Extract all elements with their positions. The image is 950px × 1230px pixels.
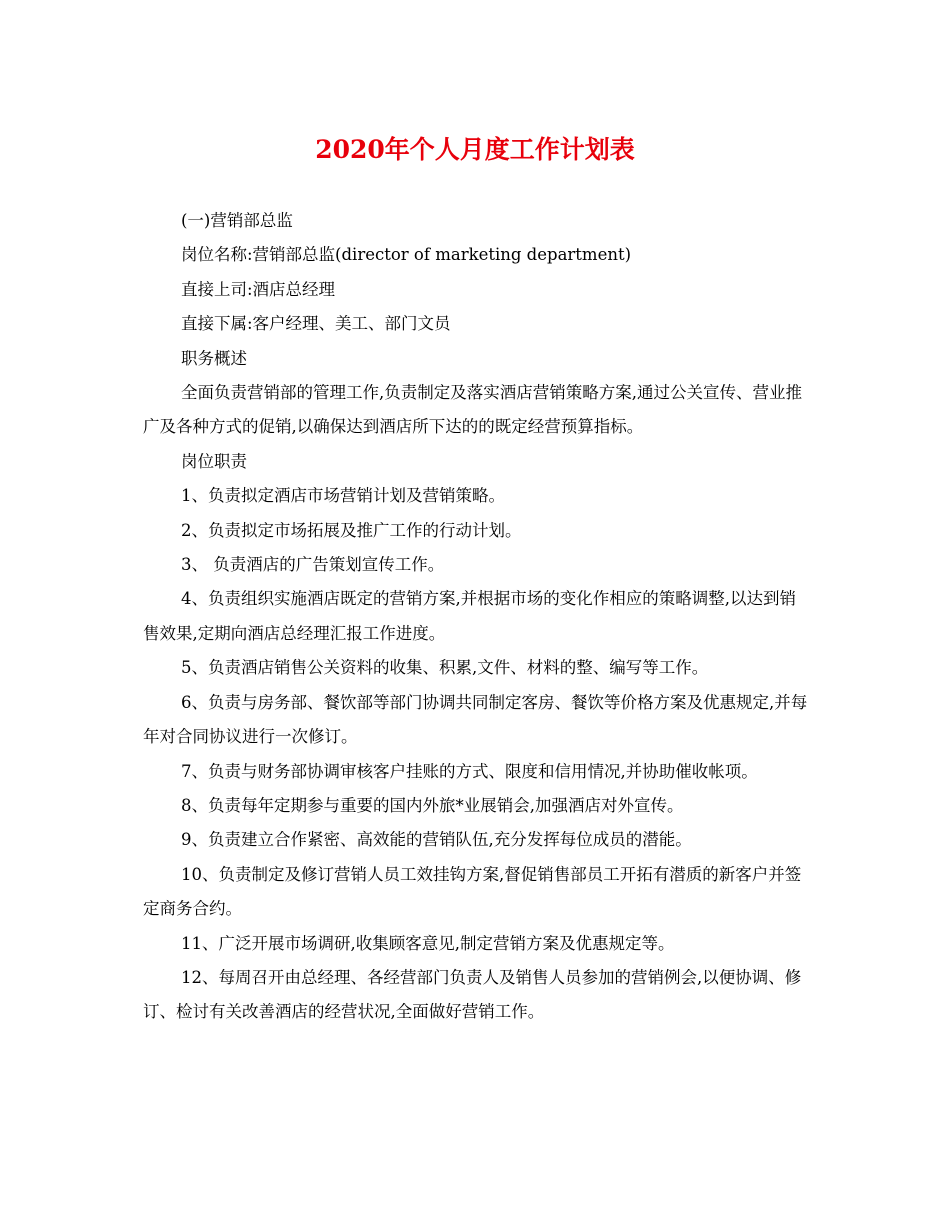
document-body: [143, 204, 808, 1030]
paragraph-duty-10: 10、负责制定及修订营销人员工效挂钩方案,督促销售部员工开拓有潜质的新客户并签定商务合约。: [143, 864, 802, 919]
paragraph-duty-7: 7、负责与财务部协调审核客户挂账的方式、限度和信用情况,并协助催收帐项。: [181, 761, 758, 781]
document-title: 2020年个人月度工作计划表: [315, 135, 635, 164]
paragraph-duty-4: 4、负责组织实施酒店既定的营销方案,并根据市场的变化作相应的策略调整,以达到销售效果,定期向酒店总经理汇报工作进度。: [143, 589, 796, 643]
paragraph-direct-superior: 直接上司:酒店总经理: [181, 279, 336, 299]
paragraph-duty-1: 1、负责拟定酒店市场营销计划及营销策略。: [181, 486, 505, 506]
paragraph-duty-6: 6、负责与房务部、餐饮部等部门协调共同制定客房、餐饮等价格方案及优惠规定,并每年对合同协议进行一次修订。: [143, 692, 808, 747]
paragraph-duties-heading: 岗位职责: [181, 451, 247, 471]
paragraph-job-overview: 全面负责营销部的管理工作,负责制定及落实酒店营销策略方案,通过公关宣传、营业推广及各种方式的促销,以确保达到酒店所下达的的既定经营预算指标。: [143, 383, 802, 437]
paragraph-direct-subordinates: 直接下属:客户经理、美工、部门文员: [181, 314, 451, 334]
paragraph-duty-2: 2、负责拟定市场拓展及推广工作的行动计划。: [181, 520, 522, 540]
paragraph-duty-12: 12、每周召开由总经理、各经营部门负责人及销售人员参加的营销例会,以便协调、修订、检讨有关改善酒店的经营状况,全面做好营销工作。: [143, 967, 802, 1022]
paragraph-duty-3: 3、 负责酒店的广告策划宣传工作。: [181, 555, 445, 575]
paragraph-duty-9: 9、负责建立合作紧密、高效能的营销队伍,充分发挥每位成员的潜能。: [181, 830, 692, 850]
paragraph-duty-8: 8、负责每年定期参与重要的国内外旅*业展销会,加强酒店对外宣传。: [181, 795, 684, 815]
paragraph-position-name: 岗位名称:营销部总监(director of marketing department): [181, 245, 632, 265]
paragraph-duty-5: 5、负责酒店销售公关资料的收集、积累,文件、材料的整、编写等工作。: [181, 658, 709, 678]
paragraph-section-heading: (一)营销部总监: [181, 211, 293, 230]
paragraph-duty-11: 11、广泛开展市场调研,收集顾客意见,制定营销方案及优惠规定等。: [181, 933, 675, 953]
paragraph-job-overview-heading: 职务概述: [181, 348, 247, 368]
